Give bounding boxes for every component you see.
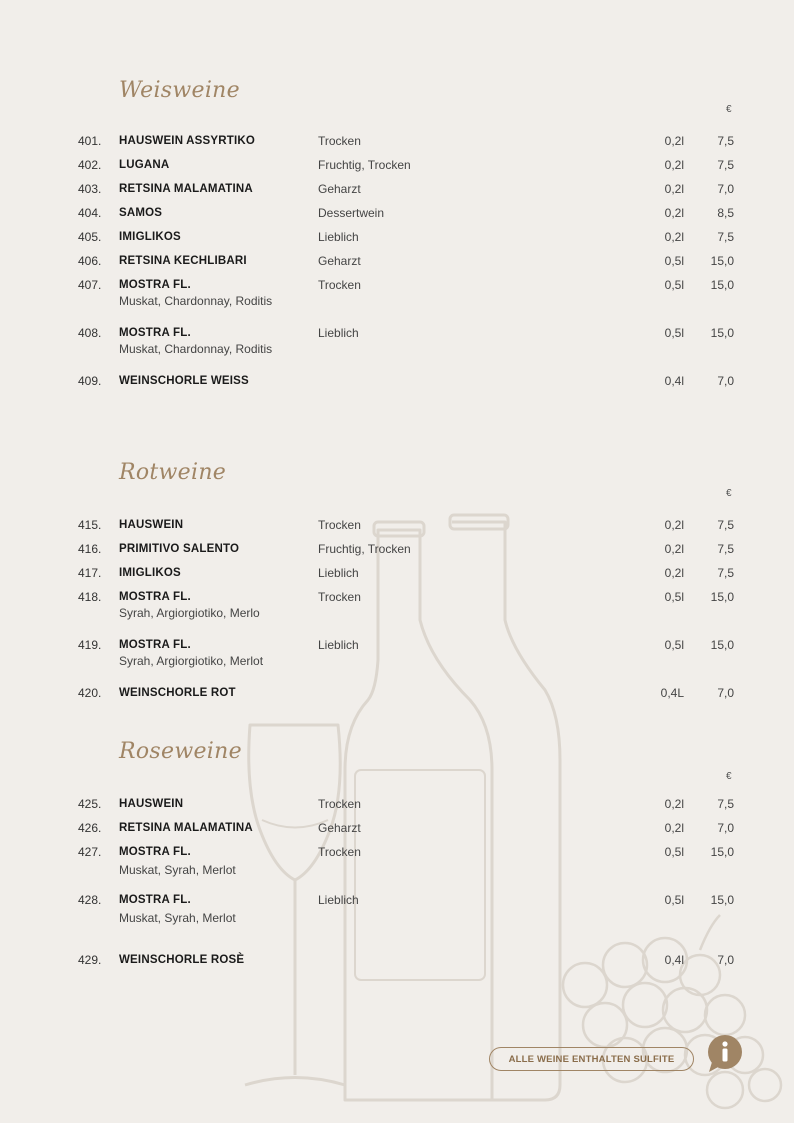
item-description: Lieblich (318, 326, 359, 340)
item-price: 7,5 (717, 542, 734, 556)
item-description: Fruchtig, Trocken (318, 158, 411, 172)
item-number: 426. (78, 821, 102, 835)
item-number: 403. (78, 182, 102, 196)
item-price: 7,5 (717, 134, 734, 148)
menu-item (0, 180, 794, 198)
menu-item (0, 564, 794, 582)
item-name: WEINSCHORLE WEISS (119, 375, 249, 387)
item-volume: 0,5l (664, 893, 684, 907)
currency-label: € (726, 488, 732, 499)
item-name: WEINSCHORLE ROSÈ (119, 954, 245, 966)
item-number: 420. (78, 686, 102, 700)
item-grapes: Syrah, Argiorgiotiko, Merlo (119, 606, 260, 620)
menu-item (0, 252, 794, 270)
menu-item (0, 951, 794, 969)
item-name: RETSINA KECHLIBARI (119, 255, 247, 267)
item-description: Trocken (318, 134, 361, 148)
item-number: 408. (78, 326, 102, 340)
item-price: 15,0 (710, 590, 734, 604)
menu-item (0, 819, 794, 837)
item-volume: 0,2l (664, 206, 684, 220)
item-name: SAMOS (119, 207, 163, 219)
item-grapes: Muskat, Chardonnay, Roditis (119, 294, 273, 308)
item-description: Lieblich (318, 638, 359, 652)
item-grapes: Muskat, Syrah, Merlot (119, 911, 236, 925)
item-number: 407. (78, 278, 102, 292)
item-name: HAUSWEIN (119, 519, 184, 531)
section-title: Rotweine (119, 460, 227, 485)
item-number: 417. (78, 566, 102, 580)
section-title: Roseweine (119, 739, 242, 764)
item-number: 418. (78, 590, 102, 604)
item-number: 404. (78, 206, 102, 220)
menu-item (0, 540, 794, 558)
item-description: Lieblich (318, 893, 359, 907)
item-price: 7,0 (717, 374, 734, 388)
item-number: 419. (78, 638, 102, 652)
item-description: Lieblich (318, 230, 359, 244)
item-name: WEINSCHORLE ROT (119, 687, 236, 699)
sulfite-notice: ALLE WEINE ENTHALTEN SULFITE (489, 1047, 694, 1071)
currency-label: € (726, 771, 732, 782)
menu-item (0, 324, 794, 356)
item-description: Geharzt (318, 254, 361, 268)
item-description: Fruchtig, Trocken (318, 542, 411, 556)
item-number: 401. (78, 134, 102, 148)
section-title: Weisweine (119, 78, 240, 103)
item-description: Dessertwein (318, 206, 385, 220)
item-name: LUGANA (119, 159, 170, 171)
item-description: Geharzt (318, 821, 361, 835)
menu-item (0, 156, 794, 174)
item-price: 7,5 (717, 518, 734, 532)
item-volume: 0,2l (664, 566, 684, 580)
item-price: 15,0 (710, 254, 734, 268)
item-grapes: Muskat, Syrah, Merlot (119, 863, 236, 877)
item-volume: 0,2l (664, 542, 684, 556)
item-volume: 0,2l (664, 158, 684, 172)
item-volume: 0,4L (660, 686, 684, 700)
item-volume: 0,5l (664, 638, 684, 652)
item-price: 7,0 (717, 686, 734, 700)
item-price: 15,0 (710, 845, 734, 859)
currency-label: € (726, 104, 732, 115)
item-description: Lieblich (318, 566, 359, 580)
item-number: 406. (78, 254, 102, 268)
item-number: 425. (78, 797, 102, 811)
item-description: Trocken (318, 278, 361, 292)
item-name: IMIGLIKOS (119, 567, 181, 579)
item-volume: 0,2l (664, 182, 684, 196)
item-volume: 0,5l (664, 254, 684, 268)
menu-item (0, 228, 794, 246)
item-name: PRIMITIVO SALENTO (119, 543, 240, 555)
menu-item (0, 276, 794, 308)
item-grapes: Syrah, Argiorgiotiko, Merlot (119, 654, 264, 668)
item-price: 7,5 (717, 230, 734, 244)
item-volume: 0,5l (664, 845, 684, 859)
menu-item (0, 684, 794, 702)
menu-item (0, 132, 794, 150)
item-name: MOSTRA FL. (119, 846, 191, 858)
item-number: 416. (78, 542, 102, 556)
item-number: 402. (78, 158, 102, 172)
item-description: Geharzt (318, 182, 361, 196)
item-price: 15,0 (710, 278, 734, 292)
info-icon[interactable] (706, 1034, 744, 1072)
item-volume: 0,2l (664, 230, 684, 244)
item-price: 15,0 (710, 638, 734, 652)
item-price: 7,0 (717, 953, 734, 967)
item-volume: 0,5l (664, 278, 684, 292)
menu-item (0, 795, 794, 813)
item-name: RETSINA MALAMATINA (119, 183, 253, 195)
item-volume: 0,4l (664, 374, 684, 388)
item-price: 15,0 (710, 326, 734, 340)
item-price: 8,5 (717, 206, 734, 220)
menu-item (0, 204, 794, 222)
menu-item (0, 588, 794, 620)
item-volume: 0,4l (664, 953, 684, 967)
item-price: 7,5 (717, 158, 734, 172)
item-volume: 0,2l (664, 821, 684, 835)
menu-item (0, 516, 794, 534)
item-name: HAUSWEIN ASSYRTIKO (119, 135, 256, 147)
item-price: 7,5 (717, 797, 734, 811)
item-price: 7,0 (717, 182, 734, 196)
item-number: 428. (78, 893, 102, 907)
item-number: 429. (78, 953, 102, 967)
item-volume: 0,2l (664, 797, 684, 811)
item-volume: 0,2l (664, 518, 684, 532)
item-name: HAUSWEIN (119, 798, 184, 810)
item-description: Trocken (318, 518, 361, 532)
item-number: 427. (78, 845, 102, 859)
menu-item (0, 636, 794, 668)
item-volume: 0,2l (664, 134, 684, 148)
item-name: MOSTRA FL. (119, 639, 191, 651)
item-name: MOSTRA FL. (119, 894, 191, 906)
menu-item (0, 843, 794, 877)
item-name: MOSTRA FL. (119, 591, 191, 603)
item-description: Trocken (318, 797, 361, 811)
item-number: 409. (78, 374, 102, 388)
item-description: Trocken (318, 590, 361, 604)
item-volume: 0,5l (664, 326, 684, 340)
menu-item (0, 891, 794, 925)
item-price: 7,5 (717, 566, 734, 580)
item-volume: 0,5l (664, 590, 684, 604)
item-number: 405. (78, 230, 102, 244)
item-name: MOSTRA FL. (119, 279, 191, 291)
item-name: RETSINA MALAMATINA (119, 822, 253, 834)
item-description: Trocken (318, 845, 361, 859)
item-price: 15,0 (710, 893, 734, 907)
item-price: 7,0 (717, 821, 734, 835)
item-grapes: Muskat, Chardonnay, Roditis (119, 342, 273, 356)
item-name: MOSTRA FL. (119, 327, 191, 339)
item-number: 415. (78, 518, 102, 532)
menu-item (0, 372, 794, 390)
item-name: IMIGLIKOS (119, 231, 181, 243)
